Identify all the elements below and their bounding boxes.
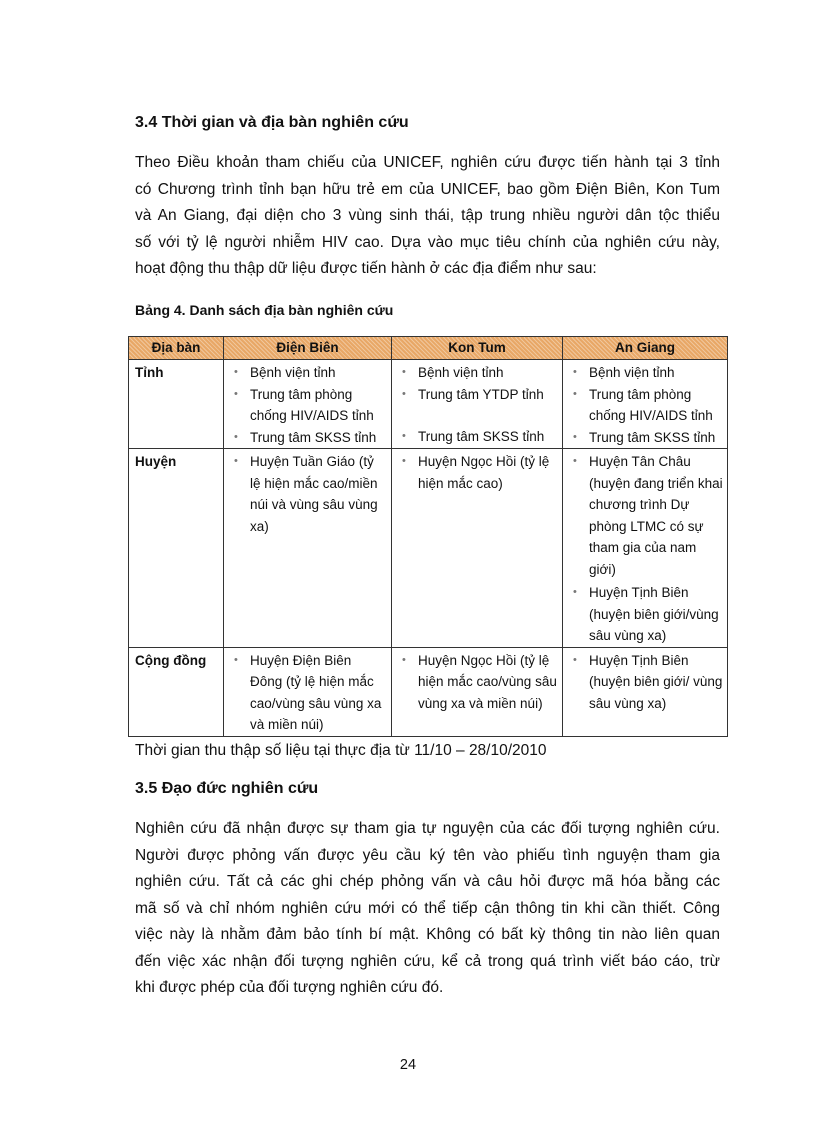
study-locations-table [128, 336, 728, 737]
paragraph-line: nghiên cứu. Tất cả các ghi chép phỏng vấn và câu hỏi được mã hóa bằng các [135, 873, 720, 890]
paragraph-line: đến việc xác nhận đối tượng nghiên cứu, kể cả trong quá trình viết báo cáo, trừ [135, 952, 720, 970]
paragraph-line: mã số và chỉ nhóm nghiên cứu mới có thể tiếp cận thông tin khi cần thiết. Công [135, 899, 720, 917]
paragraph-line: và An Giang, đại diện cho 3 vùng sinh thái, tập trung nhiều người dân tộc thiểu [135, 207, 720, 224]
cell-dien-bien [224, 360, 392, 449]
table-row-community [129, 647, 728, 736]
list-item: • Trung tâm phòng chống HIV/AIDS tỉnh [589, 384, 723, 427]
cell-kon-tum [392, 449, 563, 648]
table-caption: Bảng 4. Danh sách địa bàn nghiên cứu [135, 302, 394, 318]
cell-dien-bien [224, 449, 392, 648]
header-dien-bien: Điện Biên [224, 337, 392, 360]
table-row-district [129, 449, 728, 648]
cell-an-giang [563, 449, 728, 648]
row-label: Tỉnh [129, 360, 224, 449]
list-item: • Bệnh viện tỉnh [418, 362, 558, 384]
cell-an-giang [563, 360, 728, 449]
list-item: • Trung tâm phòng chống HIV/AIDS tỉnh [250, 384, 387, 427]
list-item: • Huyện Ngọc Hồi (tỷ lệ hiện mắc cao) [418, 451, 558, 494]
header-an-giang: An Giang [563, 337, 728, 360]
list-item: • Huyện Điện Biên Đông (tỷ lệ hiện mắc cao/vùng sâu vùng xa và miền núi) [250, 650, 387, 736]
paragraph-line: Nghiên cứu đã nhận được sự tham gia tự nguyện của các đối tượng nghiên cứu. [135, 820, 720, 837]
list-item: • Huyện Tuần Giáo (tỷ lệ hiện mắc cao/miền núi và vùng sâu vùng xa) [250, 451, 387, 537]
cell-an-giang [563, 647, 728, 736]
list-item: • Huyện Tân Châu (huyện đang triển khai chương trình Dự phòng LTMC có sự tham gia của nam giới) [589, 451, 723, 580]
list-item: • Trung tâm YTDP tỉnh [418, 384, 558, 406]
list-item: • Bệnh viện tỉnh [589, 362, 723, 384]
section-3-4-paragraph [135, 150, 720, 283]
paragraph-line: số với tỷ lệ người nhiễm HIV cao. Dựa vào mục tiêu chính của nghiên cứu này, [135, 233, 720, 251]
list-item: • Huyện Tịnh Biên (huyện biên giới/vùng sâu vùng xa) [589, 582, 723, 647]
list-item: • Trung tâm SKSS tỉnh [418, 426, 558, 448]
section-3-5-heading: 3.5 Đạo đức nghiên cứu [135, 780, 319, 797]
cell-dien-bien [224, 647, 392, 736]
list-item: • Trung tâm SKSS tỉnh [589, 427, 723, 449]
paragraph-line: có Chương trình tỉnh bạn hữu trẻ em của UNICEF, bao gồm Điện Biên, Kon Tum [135, 180, 720, 198]
section-3-5-paragraph [135, 816, 720, 1002]
paragraph-line: Người được phỏng vấn được yêu cầu ký tên vào phiếu tình nguyện tham gia [135, 846, 720, 864]
page-number: 24 [399, 1057, 417, 1073]
table-header-row [129, 337, 728, 360]
list-item: • Bệnh viện tỉnh [250, 362, 387, 384]
fieldwork-time: Thời gian thu thập số liệu tại thực địa từ 11/10 – 28/10/2010 [135, 742, 547, 759]
cell-kon-tum [392, 360, 563, 449]
row-label: Cộng đồng [129, 647, 224, 736]
list-item: • Trung tâm SKSS tỉnh [250, 427, 387, 449]
header-kon-tum: Kon Tum [392, 337, 563, 360]
paragraph-line: Theo Điều khoản tham chiếu của UNICEF, nghiên cứu được tiến hành tại 3 tỉnh [135, 154, 720, 171]
paragraph-line: hoạt động thu thập dữ liệu được tiến hành ở các địa điểm như sau: [135, 260, 597, 277]
cell-kon-tum [392, 647, 563, 736]
list-item: • Huyện Tịnh Biên (huyện biên giới/ vùng sâu vùng xa) [589, 650, 723, 715]
row-label: Huyện [129, 449, 224, 648]
table-row-province [129, 360, 728, 449]
paragraph-line: việc này là nhằm đảm bảo tính bí mật. Không có bất kỳ thông tin nào liên quan [135, 926, 720, 943]
paragraph-line: khi được phép của đối tượng nghiên cứu đó. [135, 979, 444, 996]
header-area: Địa bàn [129, 337, 224, 360]
list-item: • Huyện Ngọc Hồi (tỷ lệ hiện mắc cao/vùng sâu vùng xa và miền núi) [418, 650, 558, 715]
section-3-4-heading: 3.4 Thời gian và địa bàn nghiên cứu [135, 114, 409, 131]
